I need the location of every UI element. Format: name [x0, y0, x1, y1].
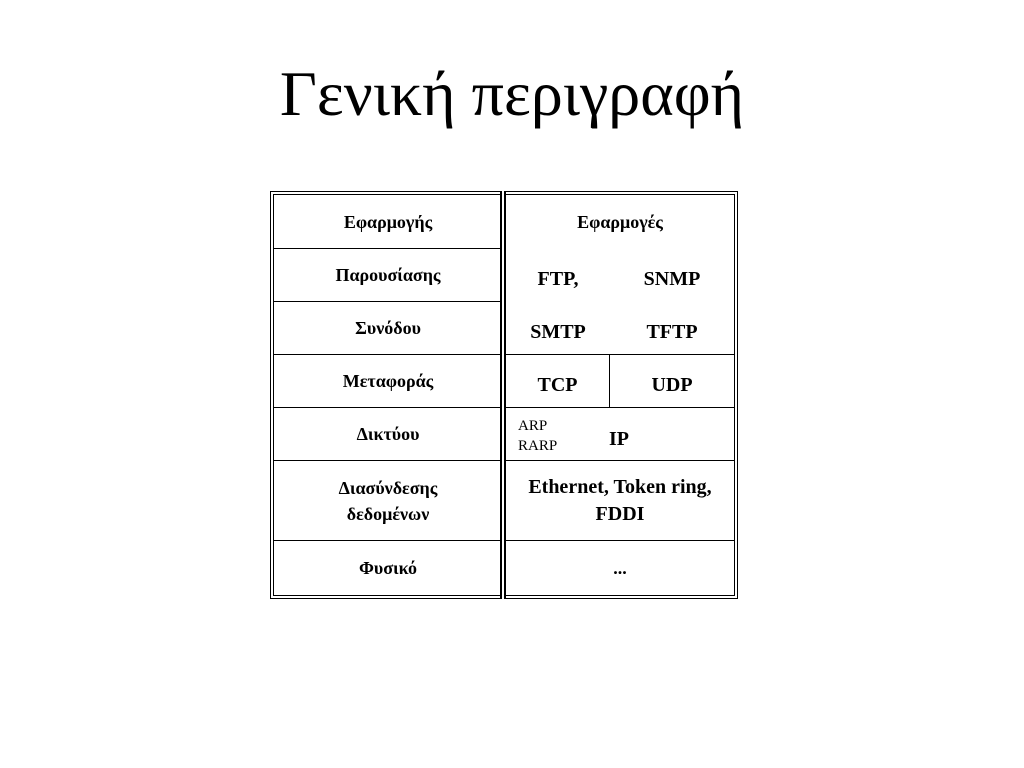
layer-physical: Φυσικό	[358, 558, 418, 578]
right-row-divider	[505, 407, 734, 408]
right-row-divider	[505, 460, 734, 461]
layer-data-link: Διασύνδεσης δεδομένων	[338, 477, 438, 524]
layer-application: Εφαρμογής	[343, 212, 433, 232]
layer-session: Συνόδου	[355, 318, 421, 338]
protocol-tcp: TCP	[537, 374, 578, 396]
protocol-ip: IP	[609, 428, 629, 450]
right-row-divider	[505, 540, 734, 541]
protocol-arp: ARP	[518, 418, 548, 434]
protocol-tftp: TFTP	[646, 321, 698, 343]
protocol-data-link: Ethernet, Token ring, FDDI	[528, 476, 712, 525]
protocol-rarp: RARP	[518, 438, 558, 454]
layer-network: Δικτύου	[356, 424, 420, 444]
layer-presentation: Παρουσίασης	[335, 265, 441, 285]
protocol-smtp: SMTP	[530, 321, 586, 343]
layer-transport: Μεταφοράς	[342, 371, 434, 391]
protocol-snmp: SNMP	[643, 268, 701, 290]
applications-heading: Εφαρμογές	[577, 211, 663, 232]
slide-title: Γενική περιγραφή	[279, 58, 745, 129]
right-row-divider	[505, 354, 734, 355]
protocol-physical: ...	[613, 558, 627, 578]
protocol-udp: UDP	[651, 374, 693, 396]
protocol-ftp: FTP,	[537, 268, 579, 290]
